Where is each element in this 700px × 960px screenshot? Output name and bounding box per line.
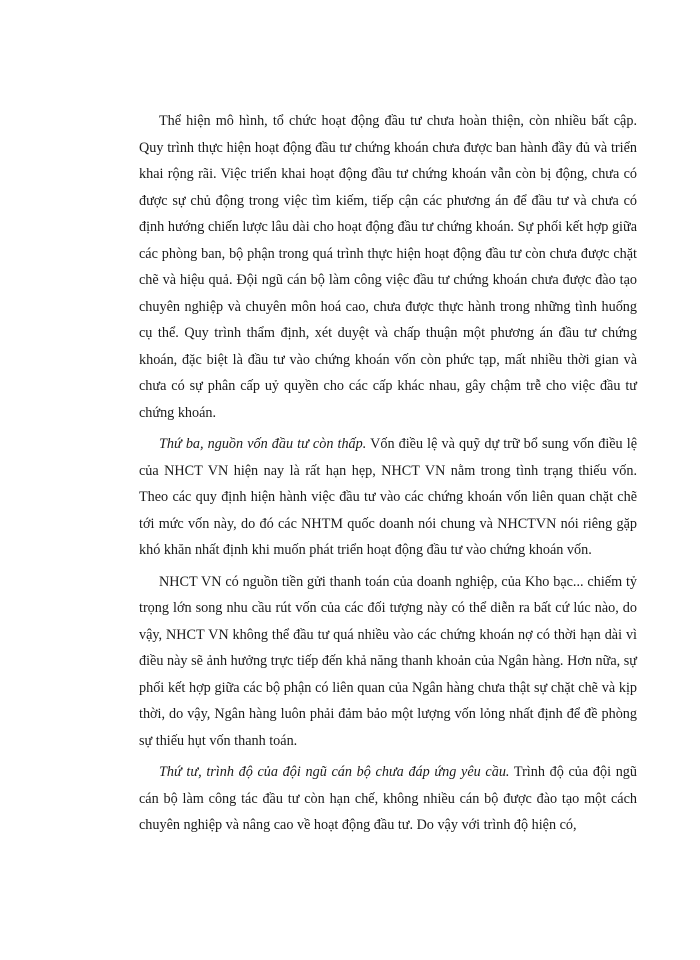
paragraph-text: Trình độ của đội ngũ cán bộ làm công tác đầu tư còn hạn chế, không nhiều cán bộ được đào tạo một cách chuyên nghiệp và nâng cao về hoạt động đầu tư. Do vậy với trình độ hiện có, xyxy=(139,764,637,833)
paragraph-deposits-liquidity xyxy=(139,569,637,755)
paragraph-lead-heading: Thứ tư, trình độ của đội ngũ cán bộ chưa đáp ứng yêu cầu. xyxy=(159,764,510,780)
paragraph-lead-heading: Thứ ba, nguồn vốn đầu tư còn thấp. xyxy=(159,436,367,452)
paragraph-text: Thể hiện mô hình, tổ chức hoạt động đầu tư chưa hoàn thiện, còn nhiều bất cập. Quy trình thực hiện hoạt động đầu tư chứng khoán chưa được ban hành đầy đủ và triển khai rộng rãi. Việc triển khai hoạt động đầu tư chứng khoán vẫn còn bị động, chưa có được sự chủ động trong việc tìm kiếm, tiếp cận các phương án để đầu tư và chưa có định hướng chiến lược lâu dài cho hoạt động đầu tư chứng khoán. Sự phối kết hợp giữa các phòng ban, bộ phận trong quá trình thực hiện hoạt động đầu tư còn chưa được chặt chẽ và hiệu quả. Đội ngũ cán bộ làm công việc đầu tư chứng khoán chưa được đào tạo chuyên nghiệp và chuyên môn hoá cao, chưa được thực hành trong những tình huống cụ thể. Quy trình thẩm định, xét duyệt và chấp thuận một phương án đầu tư chứng khoán, đặc biệt là đầu tư vào chứng khoán vốn còn phức tạp, mất nhiều thời gian và chưa có sự phân cấp uỷ quyền cho các cấp khác nhau, gây chậm trễ cho việc đầu tư chứng khoán. xyxy=(139,113,637,421)
paragraph-fourth-staff xyxy=(139,759,637,839)
document-body xyxy=(139,108,637,844)
paragraph-text: NHCT VN có nguồn tiền gửi thanh toán của doanh nghiệp, của Kho bạc... chiếm tỷ trọng lớn song nhu cầu rút vốn của các đối tượng này có thể diễn ra bất cứ lúc nào, do vậy, NHCT VN không thể đầu tư quá nhiều vào các chứng khoán nợ có thời hạn dài vì điều này sẽ ảnh hưởng trực tiếp đến khả năng thanh khoản của Ngân hàng. Hơn nữa, sự phối kết hợp giữa các bộ phận có liên quan của Ngân hàng chưa thật sự chặt chẽ và kịp thời, do vậy, Ngân hàng luôn phải đảm bảo một lượng vốn lỏng nhất định để đề phòng sự thiếu hụt vốn thanh toán. xyxy=(139,573,637,749)
paragraph-third-capital xyxy=(139,431,637,564)
paragraph-text: Vốn điều lệ và quỹ dự trữ bổ sung vốn điều lệ của NHCT VN hiện nay là rất hạn hẹp, NHCT VN nằm trong tình trạng thiếu vốn. Theo các quy định hiện hành việc đầu tư vào các chứng khoán vốn liên quan chặt chẽ tới mức vốn này, do đó các NHTM quốc doanh nói chung và NHCTVN nói riêng gặp khó khăn nhất định khi muốn phát triển hoạt động đầu tư vào chứng khoán vốn. xyxy=(139,436,637,558)
paragraph-model-organization xyxy=(139,108,637,426)
